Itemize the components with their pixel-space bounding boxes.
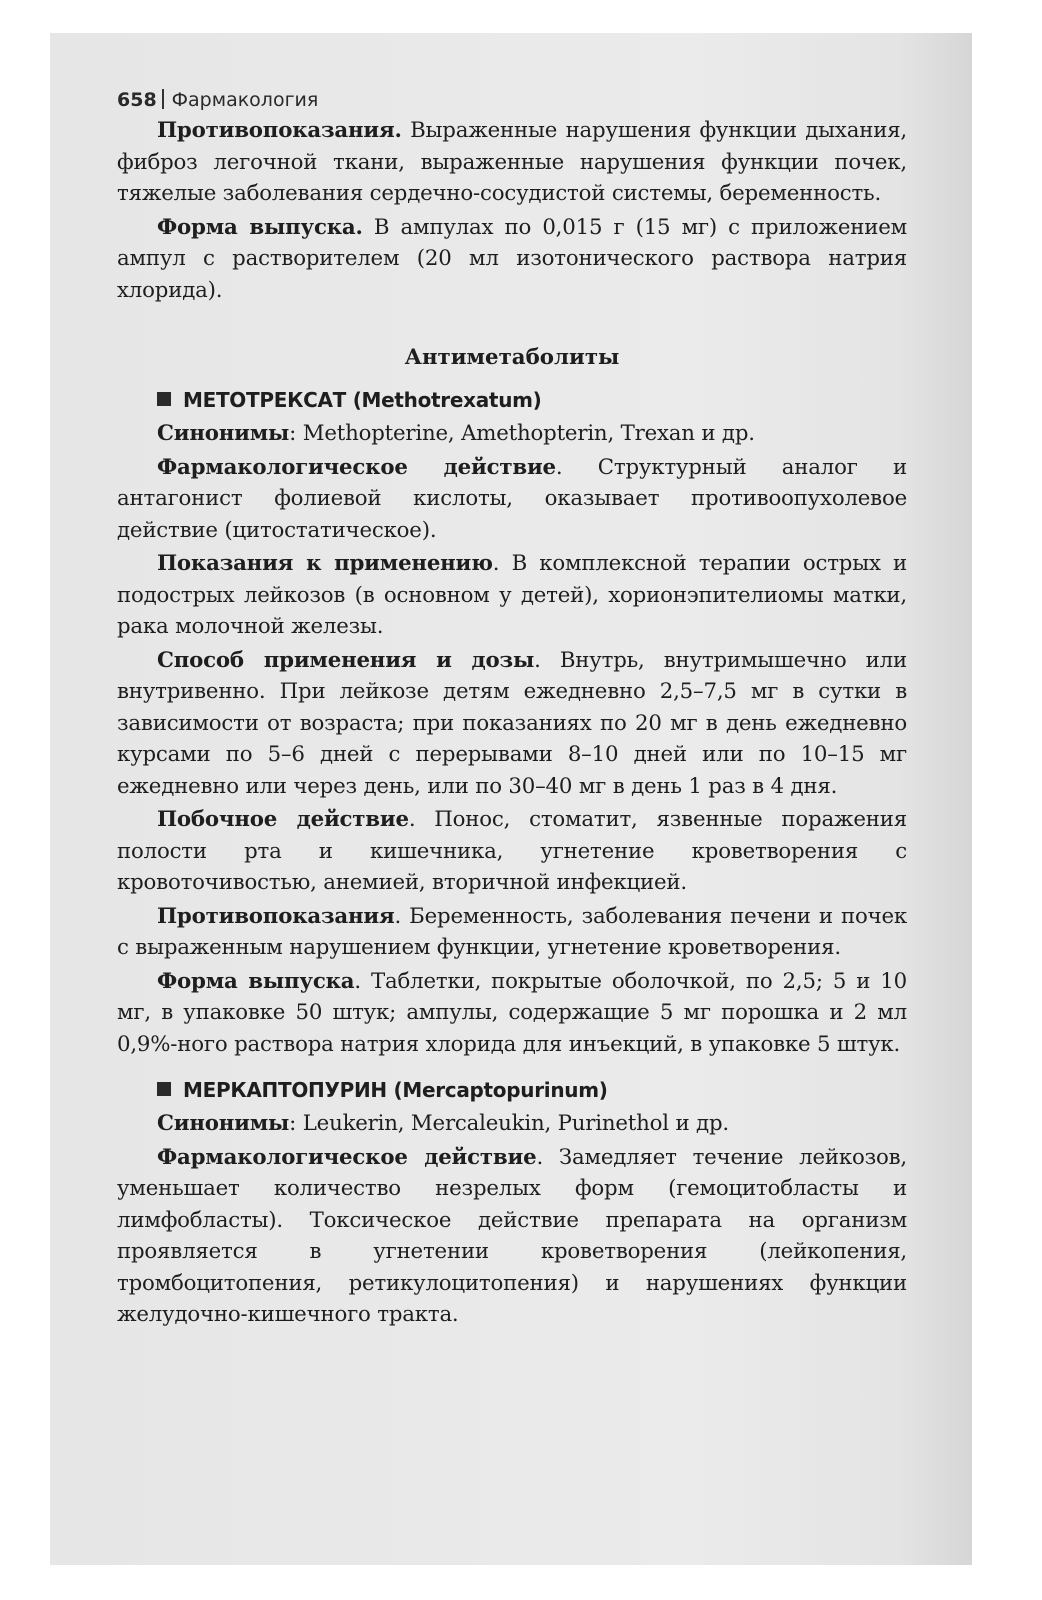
drug-heading-mercaptopurine: [157, 1074, 907, 1106]
square-bullet-icon: [157, 1082, 171, 1096]
book-page: [50, 33, 972, 1565]
square-bullet-icon: [157, 392, 171, 406]
drug-latin-name: (Mercaptopurinum): [393, 1078, 608, 1102]
drug-heading-methotrexate: [157, 384, 907, 416]
contraindications-text: . Беременность, заболевания печени и почек с выраженным нарушением функции, угнетение кроветворения.: [117, 903, 907, 960]
spacer: [117, 308, 907, 342]
action-label: Фармакологическое действие: [157, 454, 556, 480]
side-effects-text: . Понос, стоматит, язвенные поражения полости рта и кишечника, угнетение кроветворения с кровоточивостью, анемией, вторичной инфекцией.: [117, 807, 907, 895]
synonyms-label: Синонимы: [157, 421, 290, 446]
drug-name: МЕРКАПТОПУРИН: [183, 1078, 387, 1102]
synonyms-paragraph: [117, 1108, 907, 1140]
page-number: 658: [117, 89, 157, 111]
drug-name: МЕТОТРЕКСАТ: [183, 388, 347, 412]
action-paragraph: [117, 452, 907, 547]
action-text: . Замедляет течение лейкозов, уменьшает количество незрелых форм (гемоцитобласты и лимфобласты). Токсическое действие препарата на организм проявляется в угнетении кроветворения (лейкопения, тромбоцитопения, ретикулоцитопения) и нарушениях функции желудочно-кишечного тракта.: [117, 1144, 907, 1327]
indications-text: . В комплексной терапии острых и подострых лейкозов (в основном у детей), хорионэпителиомы матки, рака молочной железы.: [117, 551, 907, 639]
synonyms-label: Синонимы: [157, 1111, 290, 1136]
synonyms-text: : Leukerin, Mercaleukin, Purinethol и др.: [289, 1111, 729, 1136]
release-form-paragraph: [117, 212, 907, 307]
action-paragraph: [117, 1142, 907, 1331]
contraindications-label: Противопоказания: [157, 903, 395, 929]
contraindications-paragraph: [117, 115, 907, 210]
contraindications-label: Противопоказания.: [157, 118, 402, 143]
section-title: Антиметаболиты: [404, 345, 620, 370]
contraindications-text: Выраженные нарушения функции дыхания, фиброз легочной ткани, выраженные нарушения функции почек, тяжелые заболевания сердечно-сосудистой системы, беременность.: [117, 118, 907, 206]
release-form-text: В ампулах по 0,015 г (15 мг) с приложением ампул с растворителем (20 мл изотонического раствора натрия хлорида).: [117, 214, 907, 303]
dosage-text: . Внутрь, внутримышечно или внутривенно. При лейкозе детям ежедневно 2,5–7,5 мг в сутки в зависимости от возраста; при показаниях по 20 мг в день ежедневно курсами по 5–6 дней с перерывами 8–10 дней или по 10–15 мг ежедневно или через день, или по 30–40 мг в день 1 раз в 4 дня.: [117, 647, 907, 799]
page-content: [117, 85, 907, 1333]
synonyms-text: : Methopterine, Amethopterin, Trexan и др.: [289, 421, 755, 446]
release-form-text: . Таблетки, покрытые оболочкой, по 2,5; 5 и 10 мг, в упаковке 50 штук; ампулы, содержащие 5 мг порошка и 2 мл 0,9%-ного раствора натрия хлорида для инъекций, в упаковке 5 штук.: [117, 968, 907, 1057]
running-title: Фармакология: [171, 89, 319, 111]
action-label: Фармакологическое действие: [157, 1144, 537, 1170]
drug-latin-name: (Methotrexatum): [352, 388, 542, 412]
dosage-paragraph: [117, 645, 907, 803]
indications-paragraph: [117, 548, 907, 643]
release-form-paragraph: [117, 966, 907, 1061]
synonyms-paragraph: [117, 418, 907, 450]
running-header: [117, 85, 907, 115]
action-text: . Структурный аналог и антагонист фолиевой кислоты, оказывает противоопухолевое действие (цитостатическое).: [117, 454, 907, 543]
header-divider: [162, 89, 164, 109]
contraindications-paragraph: [117, 901, 907, 964]
side-effects-paragraph: [117, 804, 907, 899]
spacer: [117, 1062, 907, 1074]
release-form-label: Форма выпуска.: [157, 214, 363, 240]
release-form-label: Форма выпуска: [157, 968, 355, 994]
indications-label: Показания к применению: [157, 551, 493, 576]
side-effects-label: Побочное действие: [157, 807, 409, 832]
dosage-label: Способ применения и дозы: [157, 647, 535, 673]
